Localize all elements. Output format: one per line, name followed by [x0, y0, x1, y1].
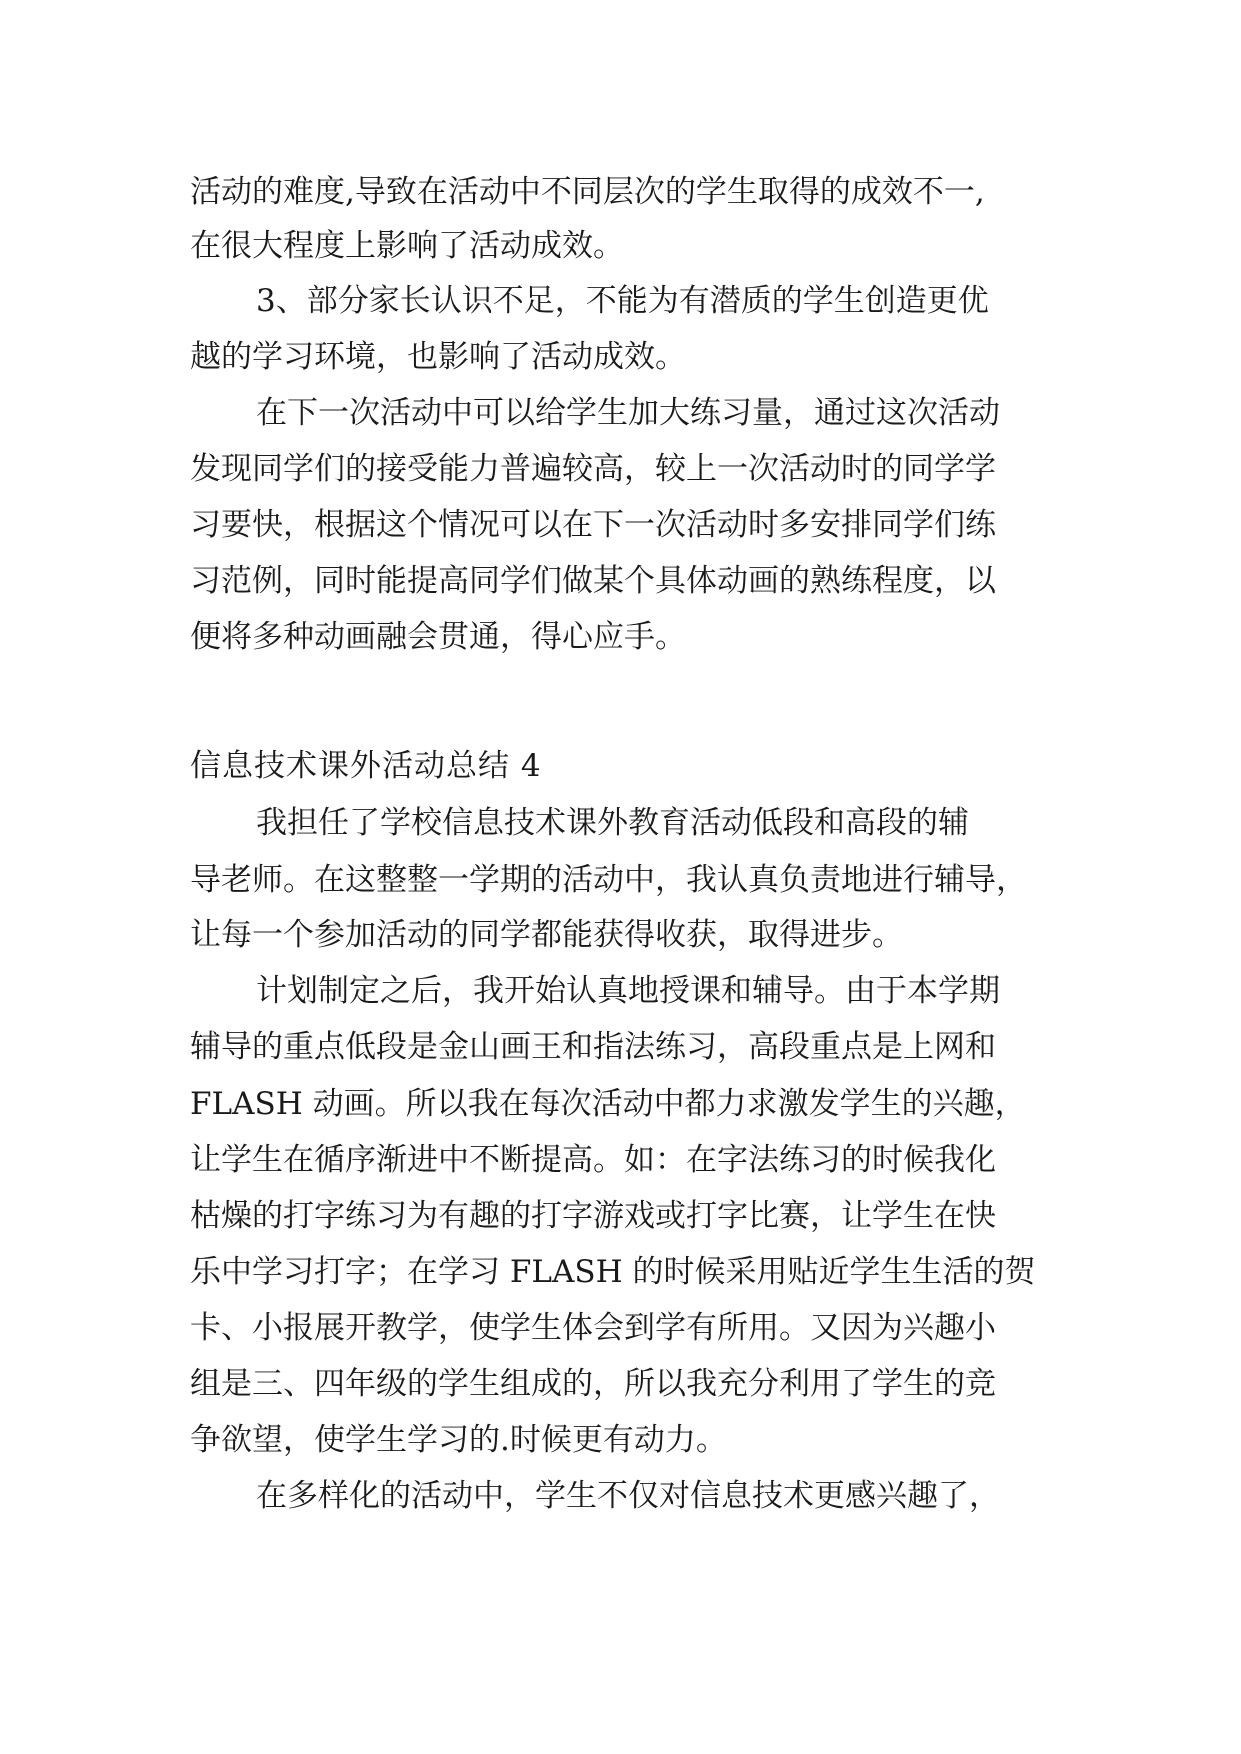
- text-line: 便将多种动画融会贯通，得心应手。: [190, 619, 686, 655]
- section-heading: 信息技术课外活动总结 4: [190, 748, 542, 784]
- text-line: 活动的难度,导致在活动中不同层次的学生取得的成效不一,: [190, 174, 985, 210]
- text-line: 习要快，根据这个情况可以在下一次活动时多安排同学们练: [190, 507, 996, 543]
- text-line: FLASH 动画。所以我在每次活动中都力求激发学生的兴趣，: [190, 1086, 1026, 1122]
- text-line: 在很大程度上影响了活动成效。: [190, 228, 624, 264]
- text-line: 3、部分家长认识不足，不能为有潜质的学生创造更优: [256, 283, 989, 319]
- text-line: 导老师。在这整整一学期的活动中，我认真负责地进行辅导，: [190, 862, 1027, 898]
- text-line: 计划制定之后，我开始认真地授课和辅导。由于本学期: [256, 973, 1000, 1009]
- text-line: 我担任了学校信息技术课外教育活动低段和高段的辅: [256, 805, 969, 841]
- text-line: 越的学习环境，也影响了活动成效。: [190, 339, 686, 375]
- text-line: 乐中学习打字；在学习 FLASH 的时候采用贴近学生生活的贺: [190, 1254, 1036, 1290]
- text-line: 争欲望，使学生学习的.时候更有动力。: [190, 1422, 727, 1458]
- text-line: 辅导的重点低段是金山画王和指法练习，高段重点是上网和: [190, 1029, 996, 1065]
- text-line: 让学生在循序渐进中不断提高。如：在字法练习的时候我化: [190, 1142, 996, 1178]
- text-line: 发现同学们的接受能力普遍较高，较上一次活动时的同学学: [190, 451, 996, 487]
- text-line: 组是三、四年级的学生组成的，所以我充分利用了学生的竞: [190, 1366, 996, 1402]
- text-line: 习范例，同时能提高同学们做某个具体动画的熟练程度，以: [190, 563, 996, 599]
- text-line: 在多样化的活动中，学生不仅对信息技术更感兴趣了，: [256, 1478, 1000, 1514]
- text-line: 枯燥的打字练习为有趣的打字游戏或打字比赛，让学生在快: [190, 1198, 996, 1234]
- text-line: 在下一次活动中可以给学生加大练习量，通过这次活动: [256, 395, 1000, 431]
- text-line: 让每一个参加活动的同学都能获得收获，取得进步。: [190, 917, 903, 953]
- text-line: 卡、小报展开教学，使学生体会到学有所用。又因为兴趣小: [190, 1310, 996, 1346]
